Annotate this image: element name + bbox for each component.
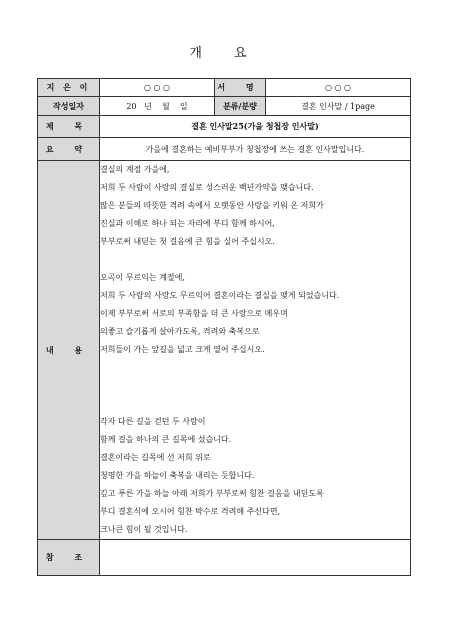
reference-value bbox=[100, 540, 411, 576]
category-label: 분류/분량 bbox=[215, 97, 266, 116]
content-line: 의좋고 슬기롭게 살아가도록, 격려와 축복으로 bbox=[100, 327, 260, 336]
author-label: 지 은 이 bbox=[38, 79, 100, 97]
subject-label: 제 목 bbox=[38, 116, 100, 138]
content-line bbox=[100, 251, 410, 269]
category-value: 결혼 인사말 / 1page bbox=[266, 97, 411, 116]
content-line: 저희 두 사람이 사랑의 결실로 성스러운 백년가약을 맺습니다. bbox=[100, 183, 314, 192]
content-line: 이제 부부로써 서로의 부족함을 더 큰 사랑으로 메우며 bbox=[100, 309, 288, 318]
document-title: 개 요 bbox=[189, 46, 261, 61]
content-line: 함께 걸을 하나의 큰 길목에 섰습니다. bbox=[100, 435, 232, 444]
summary-label: 요 약 bbox=[38, 138, 100, 161]
content-line: 각자 다른 길을 걷던 두 사람이 bbox=[100, 417, 206, 426]
summary-form-table bbox=[37, 78, 411, 576]
content-line bbox=[100, 395, 410, 413]
content-line: 부디 결혼식에 오시어 힘찬 박수로 격려해 주신다면, bbox=[100, 507, 281, 516]
content-line: 깊고 푸른 가을 하늘 아래 저희가 부부로써 힘찬 걸음을 내딛도록 bbox=[100, 489, 324, 498]
content-line: 결혼이라는 길목에 선 저희 위로 bbox=[100, 453, 211, 462]
content-line: 크나큰 힘이 될 것입니다. bbox=[100, 525, 188, 534]
summary-value: 가을에 결혼하는 예비부부가 청첩장에 쓰는 결혼 인사말입니다. bbox=[100, 138, 411, 161]
content-line: 결실의 계절 가을에, bbox=[100, 165, 170, 174]
reviewer-label: 서 명 bbox=[215, 79, 266, 97]
content-body bbox=[100, 161, 411, 540]
reviewer-value: ○ ○ ○ bbox=[266, 79, 411, 97]
reference-label: 참 조 bbox=[38, 540, 100, 576]
content-line: 많은 분들의 따뜻한 격려 속에서 오랫동안 사랑을 키워 온 저희가 bbox=[100, 201, 324, 210]
content-line: 진실과 이해로 하나 되는 자리에 부디 함께 하시어, bbox=[100, 219, 275, 228]
content-line: 오곡이 무르익는 계절에, bbox=[100, 273, 185, 282]
content-line: 저희 두 사람의 사랑도 무르익어 결혼이라는 결실을 맺게 되었습니다. bbox=[100, 291, 340, 300]
content-lines bbox=[100, 161, 410, 539]
content-line: 청명한 가을 하늘이 축복을 내리는 듯합니다. bbox=[100, 471, 255, 480]
date-value: 20 년 월 일 bbox=[100, 97, 215, 116]
date-label: 작성일자 bbox=[38, 97, 100, 116]
subject-value: 결혼 인사말25(가을 청첩장 인사말) bbox=[100, 116, 411, 138]
content-line: 부부로써 내딛는 첫 걸음에 큰 힘을 실어 주십시오. bbox=[100, 237, 275, 246]
content-line: 저희들이 가는 앞길을 넓고 크게 열어 주십시오. bbox=[100, 345, 265, 354]
content-label: 내 용 bbox=[38, 161, 100, 540]
content-line bbox=[100, 359, 410, 377]
author-value: ○ ○ ○ bbox=[100, 79, 215, 97]
content-line bbox=[100, 377, 410, 395]
